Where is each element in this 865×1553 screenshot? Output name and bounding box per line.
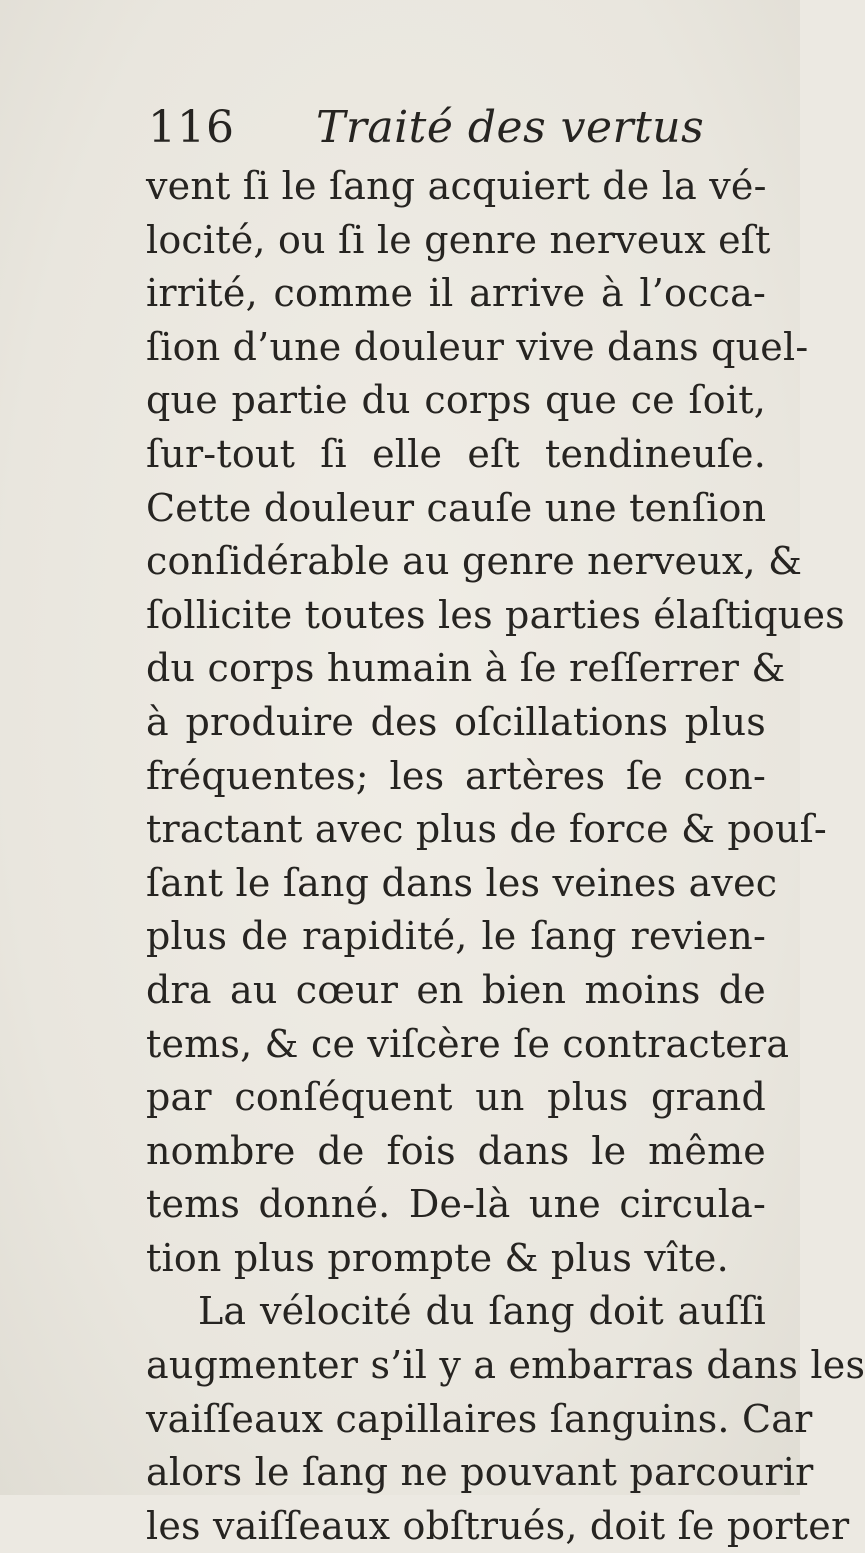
text-line: plus de rapidité, le ſang revien- (146, 914, 766, 959)
text-line: tems, & ce viſcère ſe contractera (146, 1021, 790, 1066)
text-line: fréquentes; les artères ſe con- (146, 753, 766, 798)
text-line: nombre de fois dans le même (146, 1128, 766, 1173)
text-line: irrité, comme il arrive à l’occa- (146, 271, 766, 316)
text-line: que partie du corps que ce ſoit, (146, 378, 766, 423)
text-line: tems donné. De-là une circula- (146, 1182, 766, 1227)
page-header (148, 98, 768, 158)
body-text (146, 160, 865, 1553)
text-line: alors le ſang ne pouvant parcourir (146, 1450, 814, 1495)
text-line: dra au cœur en bien moins de (146, 967, 766, 1012)
text-line: conſidérable au genre nerveux, & (146, 539, 803, 584)
text-line: vaiſſeaux capillaires ſanguins. Car (146, 1396, 813, 1441)
text-line: les vaiſſeaux obſtrués, doit ſe porter (146, 1503, 850, 1548)
text-line: augmenter s’il y a embarras dans les (146, 1343, 865, 1388)
text-line: locité, ou ſi le genre nerveux eſt (146, 217, 771, 262)
text-line: du corps humain à ſe reſſerrer & (146, 646, 786, 691)
text-line: ſollicite toutes les parties élaſtiques (146, 592, 845, 637)
text-line: ſant le ſang dans les veines avec (146, 860, 778, 905)
text-line: ſur-tout ſi elle eſt tendineuſe. (146, 431, 766, 476)
text-line: tractant avec plus de force & pouſ- (146, 807, 827, 852)
page-number: 116 (148, 102, 235, 153)
text-line: Cette douleur cauſe une tenſion (146, 485, 767, 530)
text-line: à produire des oſcillations plus (146, 699, 766, 744)
text-line: tion plus prompte & plus vîte. (146, 1235, 729, 1280)
text-line: vent ſi le ſang acquiert de la vé- (146, 164, 767, 208)
running-title: Traité des vertus (316, 102, 705, 153)
text-line: ſion d’une douleur vive dans quel- (146, 324, 809, 369)
text-line: par conſéquent un plus grand (146, 1075, 766, 1120)
text-line: La vélocité du ſang doit auſſi (198, 1289, 766, 1334)
